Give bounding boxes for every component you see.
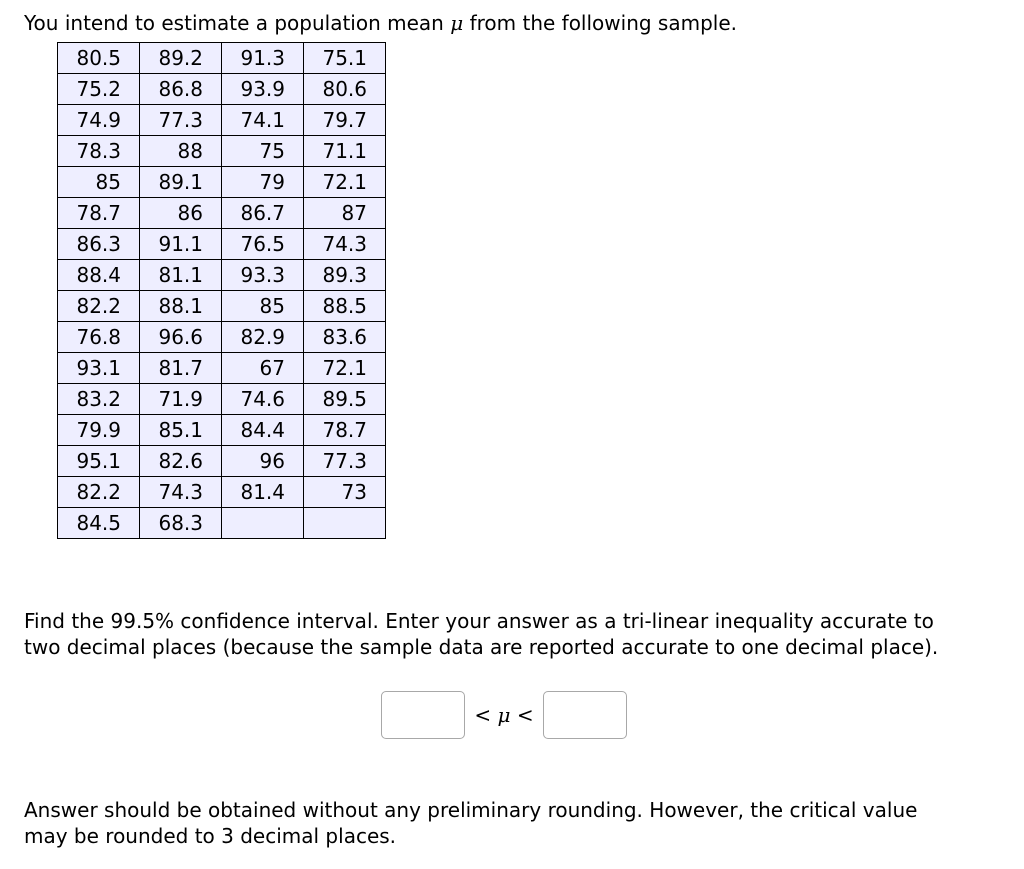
table-row	[58, 508, 386, 539]
table-row	[58, 74, 386, 105]
table-cell: 76.5	[222, 229, 304, 260]
table-cell: 76.8	[58, 322, 140, 353]
upper-bound-input[interactable]	[543, 691, 627, 739]
table-cell: 79	[222, 167, 304, 198]
table-cell: 74.9	[58, 105, 140, 136]
table-cell: 77.3	[140, 105, 222, 136]
table-row	[58, 446, 386, 477]
mu-symbol: μ	[450, 11, 464, 35]
table-cell: 71.9	[140, 384, 222, 415]
table-row	[58, 43, 386, 74]
table-cell: 96	[222, 446, 304, 477]
rounding-note-line-1: Answer should be obtained without any preliminary rounding. However, the critical value	[24, 798, 918, 822]
table-row	[58, 167, 386, 198]
intro-text-start: You intend to estimate a population mean	[24, 11, 451, 35]
table-cell: 89.5	[304, 384, 386, 415]
table-cell: 79.7	[304, 105, 386, 136]
table-cell: 74.3	[140, 477, 222, 508]
table-cell: 79.9	[58, 415, 140, 446]
table-cell: 88.4	[58, 260, 140, 291]
table-row	[58, 291, 386, 322]
table-cell: 80.6	[304, 74, 386, 105]
instruction-line-2: two decimal places (because the sample data are reported accurate to one decimal place).	[24, 635, 939, 659]
table-row	[58, 477, 386, 508]
table-cell	[304, 508, 386, 539]
table-row	[58, 322, 386, 353]
table-cell: 82.2	[58, 291, 140, 322]
inequality-symbol	[465, 703, 543, 727]
table-cell: 89.3	[304, 260, 386, 291]
table-cell: 81.4	[222, 477, 304, 508]
table-cell: 93.9	[222, 74, 304, 105]
table-cell: 68.3	[140, 508, 222, 539]
table-cell: 85.1	[140, 415, 222, 446]
table-cell: 80.5	[58, 43, 140, 74]
question-intro	[24, 10, 737, 36]
table-cell: 84.5	[58, 508, 140, 539]
table-cell: 67	[222, 353, 304, 384]
table-cell: 89.1	[140, 167, 222, 198]
table-row	[58, 415, 386, 446]
table-cell: 83.2	[58, 384, 140, 415]
confidence-interval-inequality	[381, 690, 627, 740]
table-cell: 89.2	[140, 43, 222, 74]
table-cell: 83.6	[304, 322, 386, 353]
table-cell: 88.1	[140, 291, 222, 322]
table-cell: 75	[222, 136, 304, 167]
table-cell: 72.1	[304, 167, 386, 198]
table-cell: 78.7	[304, 415, 386, 446]
inequality-mu-symbol: μ	[497, 703, 511, 727]
table-cell: 93.3	[222, 260, 304, 291]
table-cell: 93.1	[58, 353, 140, 384]
table-cell: 74.3	[304, 229, 386, 260]
sample-data-body	[58, 43, 386, 539]
table-cell: 91.1	[140, 229, 222, 260]
table-cell: 81.1	[140, 260, 222, 291]
table-cell: 95.1	[58, 446, 140, 477]
table-cell: 74.1	[222, 105, 304, 136]
table-cell: 82.2	[58, 477, 140, 508]
table-cell: 71.1	[304, 136, 386, 167]
table-cell: 81.7	[140, 353, 222, 384]
table-cell: 82.6	[140, 446, 222, 477]
table-cell: 78.3	[58, 136, 140, 167]
table-row	[58, 229, 386, 260]
intro-text-end: from the following sample.	[463, 11, 737, 35]
instruction-line-1: Find the 99.5% confidence interval. Enter your answer as a tri-linear inequality accurate to	[24, 609, 934, 633]
table-cell: 77.3	[304, 446, 386, 477]
table-cell: 86.8	[140, 74, 222, 105]
table-cell: 86.3	[58, 229, 140, 260]
table-cell: 87	[304, 198, 386, 229]
table-row	[58, 260, 386, 291]
table-cell: 88.5	[304, 291, 386, 322]
table-cell	[222, 508, 304, 539]
table-cell: 91.3	[222, 43, 304, 74]
table-cell: 72.1	[304, 353, 386, 384]
rounding-note-line-2: may be rounded to 3 decimal places.	[24, 824, 397, 848]
table-cell: 74.6	[222, 384, 304, 415]
table-cell: 82.9	[222, 322, 304, 353]
table-cell: 75.1	[304, 43, 386, 74]
table-cell: 73	[304, 477, 386, 508]
lower-bound-input[interactable]	[381, 691, 465, 739]
table-cell: 75.2	[58, 74, 140, 105]
table-row	[58, 198, 386, 229]
table-cell: 78.7	[58, 198, 140, 229]
table-row	[58, 353, 386, 384]
table-cell: 96.6	[140, 322, 222, 353]
table-row	[58, 136, 386, 167]
table-cell: 84.4	[222, 415, 304, 446]
sample-data-table	[57, 42, 386, 539]
table-cell: 88	[140, 136, 222, 167]
less-than-right: <	[510, 703, 534, 727]
table-cell: 85	[58, 167, 140, 198]
table-cell: 86	[140, 198, 222, 229]
table-row	[58, 105, 386, 136]
less-than-left: <	[474, 703, 498, 727]
table-row	[58, 384, 386, 415]
table-cell: 86.7	[222, 198, 304, 229]
table-cell: 85	[222, 291, 304, 322]
